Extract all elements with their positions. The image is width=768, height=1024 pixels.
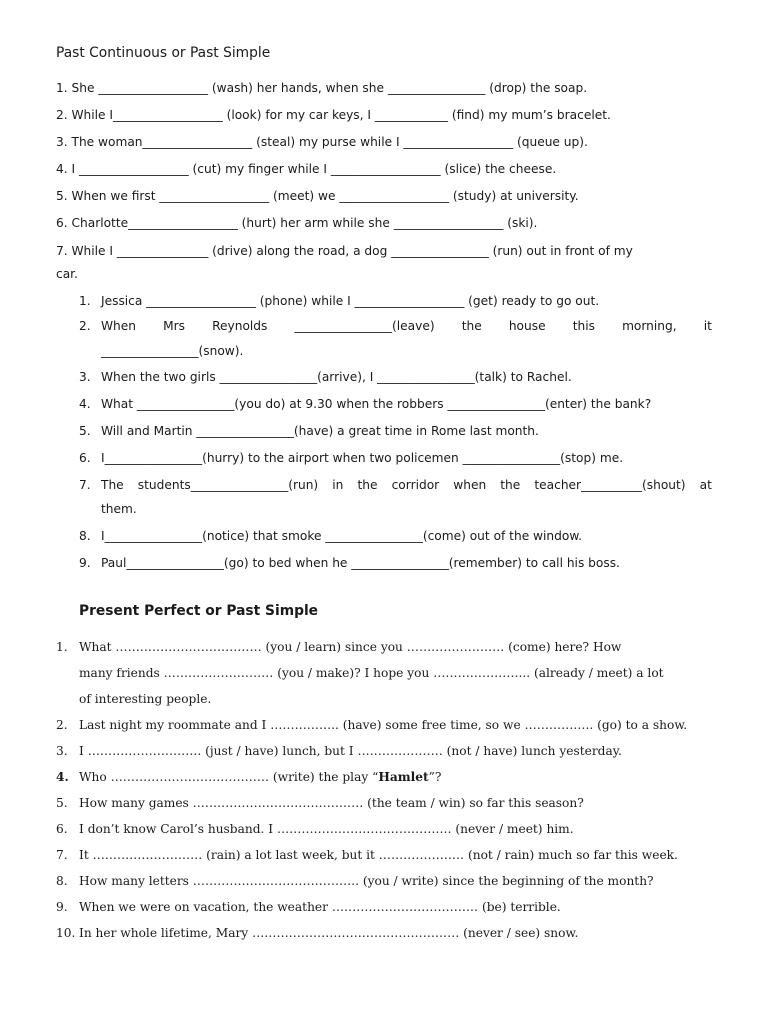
s2-item-7: It ……………………… (rain) a lot last week, but it ………………… (not / rain) much so far this week. xyxy=(79,848,678,862)
s2-item-1-line3: of interesting people. xyxy=(79,692,212,706)
s2-item-4-pre: Who ………………………………… (write) the play “ xyxy=(79,770,379,784)
s2-item-10: In her whole lifetime, Mary …………………………………………… (never / see) snow. xyxy=(79,926,579,940)
sub-item-2-word: Mrs xyxy=(163,319,185,333)
sub-item-2-word: ________________(leave) xyxy=(294,319,435,333)
s2-item-3: I ………………………. (just / have) lunch, but I ………………… (not / have) lunch yesterday. xyxy=(79,744,622,758)
sub-item-3: When the two girls ________________(arrive), I ________________(talk) to Rachel. xyxy=(101,370,572,384)
sub-item-2-word: house xyxy=(508,319,546,333)
s2-item-5: How many games …………………………………… (the team / win) so far this season? xyxy=(79,796,584,810)
s2-item-4 xyxy=(79,769,441,785)
sub-item-7-word: the xyxy=(357,478,378,492)
sub-num-3: 3. xyxy=(79,370,91,384)
s2-item-8: How many letters ………………………………….. (you / write) since the beginning of the month? xyxy=(79,874,654,888)
s2-item-9: When we were on vacation, the weather ……………………………… (be) terrible. xyxy=(79,900,561,914)
s2-item-4-post: ”? xyxy=(428,770,442,784)
sub-item-2-word: Reynolds xyxy=(212,319,268,333)
sub-item-5: Will and Martin ________________(have) a great time in Rome last month. xyxy=(101,424,539,438)
sub-num-8: 8. xyxy=(79,529,91,543)
section2-title: Present Perfect or Past Simple xyxy=(79,603,319,619)
sub-item-6: I________________(hurry) to the airport when two policemen ________________(stop) me. xyxy=(101,451,624,465)
sub-num-2: 2. xyxy=(79,319,91,333)
s1-item-5: 5. When we first __________________ (meet) we __________________ (study) at university. xyxy=(56,189,579,203)
s1-item-6: 6. Charlotte__________________ (hurt) her arm while she __________________ (ski). xyxy=(56,216,538,230)
s2-num-2: 2. xyxy=(56,718,68,732)
s2-num-9: 9. xyxy=(56,900,68,914)
sub-num-1: 1. xyxy=(79,294,91,308)
s2-num-4: 4. xyxy=(56,770,69,784)
sub-num-6: 6. xyxy=(79,451,91,465)
sub-item-9: Paul________________(go) to bed when he ________________(remember) to call his boss. xyxy=(101,556,620,570)
sub-item-7-word: The xyxy=(101,478,124,492)
sub-item-7-word: in xyxy=(332,478,344,492)
s1-item-7: 7. While I _______________ (drive) along the road, a dog ________________ (run) out in front of my xyxy=(56,244,633,258)
sub-item-2-word: it xyxy=(703,319,712,333)
s2-item-2: Last night my roommate and I …………….. (have) some free time, so we …………….. (go) to a show. xyxy=(79,718,688,732)
sub-item-7-word: teacher__________(shout) xyxy=(534,478,686,492)
s2-num-5: 5. xyxy=(56,796,68,810)
sub-item-7-cont: them. xyxy=(101,502,137,516)
sub-num-7: 7. xyxy=(79,478,91,492)
s2-item-1-line1: What ……………………………… (you / learn) since you …………………… (come) here? How xyxy=(79,640,622,654)
sub-item-4: What ________________(you do) at 9.30 when the robbers ________________(enter) the bank? xyxy=(101,397,652,411)
sub-num-5: 5. xyxy=(79,424,91,438)
sub-item-7 xyxy=(101,477,712,493)
sub-item-7-word: at xyxy=(699,478,712,492)
sub-item-8: I________________(notice) that smoke ________________(come) out of the window. xyxy=(101,529,583,543)
s2-item-1-line2: many friends ……………………… (you / make)? I hope you …………………... (already / meet) a lot xyxy=(79,666,664,680)
sub-item-2 xyxy=(101,318,712,334)
s1-item-7-cont: car. xyxy=(56,267,78,281)
s1-item-1: 1. She __________________ (wash) her hands, when she ________________ (drop) the soap. xyxy=(56,81,588,95)
sub-item-2-word: When xyxy=(101,319,136,333)
sub-item-7-word: when xyxy=(453,478,487,492)
sub-item-2-word: this xyxy=(572,319,595,333)
sub-item-2-cont: ________________(snow). xyxy=(101,344,244,358)
s1-item-3: 3. The woman__________________ (steal) my purse while I __________________ (queue up). xyxy=(56,135,588,149)
sub-item-7-word: corridor xyxy=(391,478,440,492)
s1-item-4: 4. I __________________ (cut) my finger while I __________________ (slice) the cheese. xyxy=(56,162,557,176)
sub-num-4: 4. xyxy=(79,397,91,411)
sub-item-7-word: the xyxy=(500,478,521,492)
section1-title: Past Continuous or Past Simple xyxy=(56,45,271,61)
sub-item-2-word: the xyxy=(461,319,482,333)
sub-item-2-word: morning, xyxy=(622,319,677,333)
sub-item-1: Jessica __________________ (phone) while I __________________ (get) ready to go out. xyxy=(101,294,600,308)
s2-num-8: 8. xyxy=(56,874,68,888)
s2-item-6: I don’t know Carol’s husband. I ……………………………………. (never / meet) him. xyxy=(79,822,574,836)
s1-item-2: 2. While I__________________ (look) for my car keys, I ____________ (find) my mum’s bracelet. xyxy=(56,108,611,122)
s2-num-6: 6. xyxy=(56,822,68,836)
s2-num-7: 7. xyxy=(56,848,68,862)
sub-item-7-word: students________________(run) xyxy=(137,478,319,492)
s2-item-4-bold: Hamlet xyxy=(378,770,429,784)
s2-num-3: 3. xyxy=(56,744,68,758)
sub-num-9: 9. xyxy=(79,556,91,570)
s2-num-10: 10. xyxy=(56,926,76,940)
s2-num-1: 1. xyxy=(56,640,68,654)
